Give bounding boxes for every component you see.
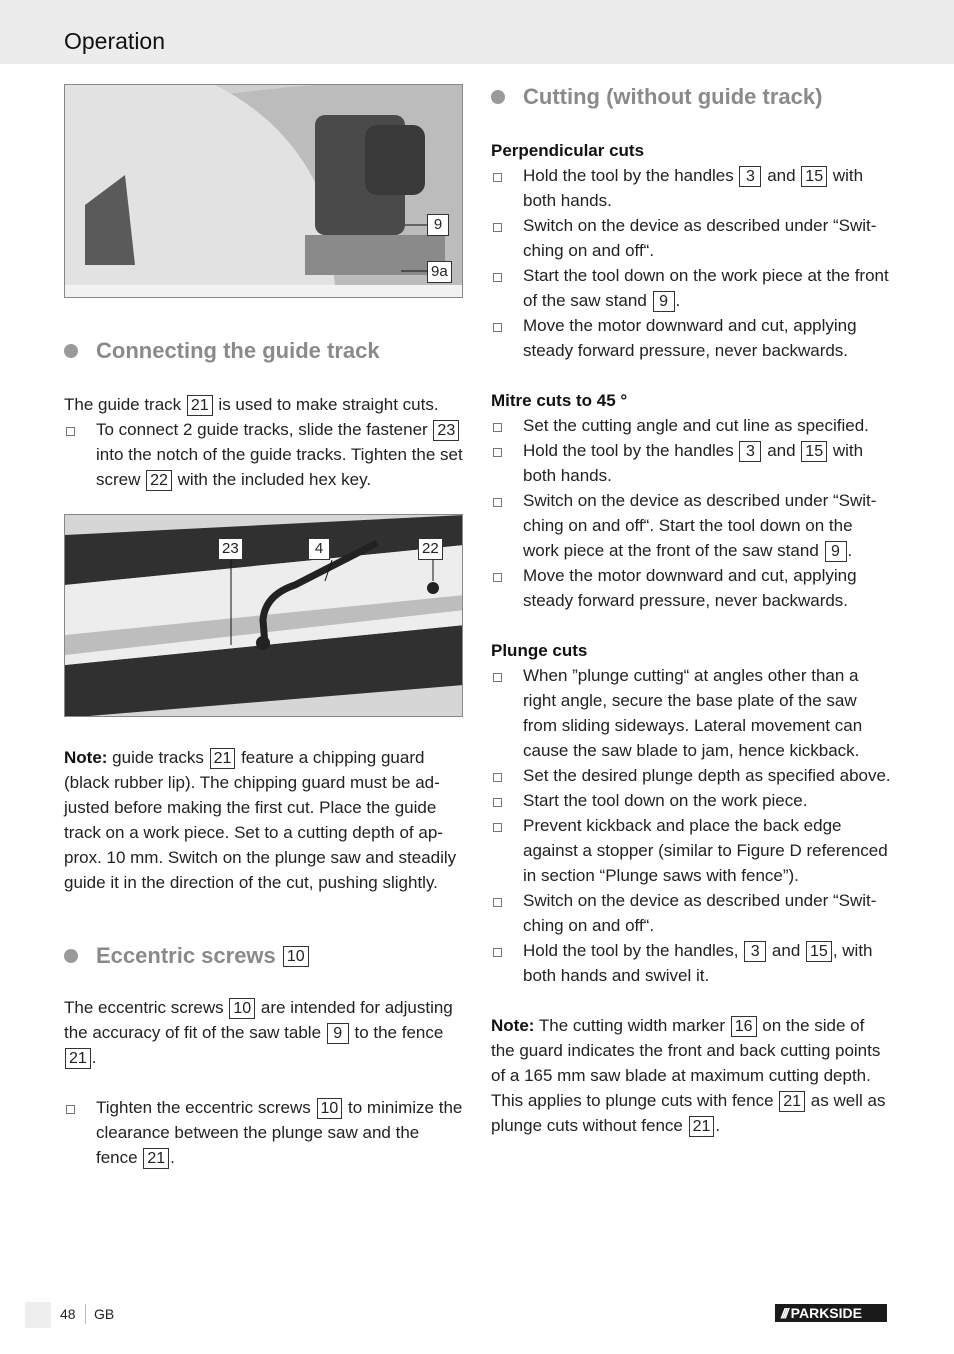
checkbox-bullet-icon bbox=[493, 823, 502, 832]
list-item: Set the cutting angle and cut line as specified. bbox=[491, 413, 891, 438]
cutting-width-note: Note: The cutting width marker 16 on the side of the guard indicates the front and back cutting points of a 165 mm saw blade at maximum cutting depth. This applies to plunge cuts with fence 21 as well as plunge cuts without fence 21 . bbox=[491, 1016, 886, 1135]
list-item: Hold the tool by the handles 3 and 15 with both hands. bbox=[491, 438, 891, 488]
logo-stripes-icon: /// bbox=[781, 1305, 787, 1321]
list-item: Prevent kickback and place the back edge against a stopper (similar to Figure D referenced in section “Plunge saws with fence”). bbox=[491, 813, 891, 888]
callout-9: 9 bbox=[427, 214, 449, 236]
eccentric-screws-heading: Eccentric screws 10 bbox=[64, 943, 464, 969]
right-column bbox=[491, 84, 891, 1138]
perpendicular-cuts-title: Perpendicular cuts bbox=[491, 141, 645, 160]
checkbox-bullet-icon bbox=[66, 427, 75, 436]
guide-track-note: Note: guide tracks 21 feature a chipping guard (black rubber lip). The chipping guard must be ad-justed before making the first cut. Place the guide track on a work piece. Set to a cutting depth of ap-prox. 10 mm. Switch on the plunge saw and steadily guide it in the direction of the cut, pushing slightly. bbox=[64, 748, 457, 892]
footer-marker bbox=[25, 1302, 51, 1328]
ref-box: 15 bbox=[801, 166, 827, 187]
checkbox-bullet-icon bbox=[493, 323, 502, 332]
ref-box: 9 bbox=[327, 1023, 349, 1044]
ref-box: 3 bbox=[739, 166, 761, 187]
list-item: Switch on the device as described under “Swit-ching on and off“. Start the tool down on the work piece at the front of the saw stand 9 . bbox=[491, 488, 891, 563]
list-item: Start the tool down on the work piece at the front of the saw stand 9 . bbox=[491, 263, 891, 313]
ref-box: 15 bbox=[806, 941, 832, 962]
ref-box: 22 bbox=[146, 470, 172, 491]
list-item: Set the desired plunge depth as specified above. bbox=[491, 763, 891, 788]
list-item: Hold the tool by the handles, 3 and 15 , with both hands and swivel it. bbox=[491, 938, 891, 988]
mitre-cuts-title: Mitre cuts to 45 ° bbox=[491, 391, 628, 410]
eccentric-list bbox=[64, 1095, 464, 1170]
callout-9a: 9a bbox=[427, 261, 452, 283]
ref-box: 23 bbox=[433, 420, 459, 441]
checkbox-bullet-icon bbox=[493, 223, 502, 232]
checkbox-bullet-icon bbox=[493, 898, 502, 907]
saw-photo bbox=[64, 84, 463, 298]
callout-4: 4 bbox=[308, 538, 330, 560]
ref-box: 3 bbox=[739, 441, 761, 462]
ref-box: 16 bbox=[731, 1016, 757, 1037]
section-bullet-icon bbox=[64, 949, 78, 963]
list-item: Hold the tool by the handles 3 and 15 with both hands. bbox=[491, 163, 891, 213]
plunge-list bbox=[491, 663, 891, 988]
ref-box: 9 bbox=[825, 541, 847, 562]
ref-box: 10 bbox=[229, 998, 255, 1019]
guide-track-photo bbox=[64, 514, 463, 717]
ref-box: 3 bbox=[744, 941, 766, 962]
list-item: Switch on the device as described under “Swit-ching on and off“. bbox=[491, 213, 891, 263]
footer-divider bbox=[85, 1304, 86, 1324]
ref-box: 9 bbox=[653, 291, 675, 312]
checkbox-bullet-icon bbox=[493, 273, 502, 282]
plunge-cuts-title: Plunge cuts bbox=[491, 641, 588, 660]
page-number: 48 bbox=[60, 1306, 76, 1322]
checkbox-bullet-icon bbox=[493, 448, 502, 457]
section-bullet-icon bbox=[491, 90, 505, 104]
saw-photo-illustration bbox=[65, 85, 463, 298]
left-column bbox=[64, 84, 464, 1170]
list-item: Switch on the device as described under “Swit-ching on and off“. bbox=[491, 888, 891, 938]
list-item: Tighten the eccentric screws 10 to minimize the clearance between the plunge saw and the fence 21 . bbox=[64, 1095, 464, 1170]
callout-23: 23 bbox=[218, 538, 243, 560]
checkbox-bullet-icon bbox=[493, 423, 502, 432]
language-code: GB bbox=[94, 1306, 115, 1322]
ref-box: 15 bbox=[801, 441, 827, 462]
checkbox-bullet-icon bbox=[493, 948, 502, 957]
checkbox-bullet-icon bbox=[493, 173, 502, 182]
section-bullet-icon bbox=[64, 344, 78, 358]
list-item: When ”plunge cutting“ at angles other than a right angle, secure the base plate of the saw from sliding sideways. Lateral movement can cause the saw blade to jam, hence kickback. bbox=[491, 663, 891, 763]
cutting-without-guide-heading: Cutting (without guide track) bbox=[491, 84, 891, 110]
brand-name: PARKSIDE bbox=[790, 1305, 862, 1321]
page-title: Operation bbox=[64, 28, 166, 54]
parkside-logo bbox=[775, 1304, 887, 1322]
ref-box: 21 bbox=[143, 1148, 169, 1169]
ref-box: 21 bbox=[65, 1048, 91, 1069]
ref-box: 21 bbox=[210, 748, 236, 769]
ref-box: 21 bbox=[779, 1091, 805, 1112]
list-item: Move the motor downward and cut, applying steady forward pressure, never backwards. bbox=[491, 313, 891, 363]
connecting-intro: The guide track 21 is used to make straight cuts. bbox=[64, 395, 439, 414]
checkbox-bullet-icon bbox=[493, 798, 502, 807]
list-item: To connect 2 guide tracks, slide the fastener 23 into the notch of the guide tracks. Tighten the set screw 22 with the included hex key. bbox=[64, 417, 464, 492]
ref-box: 21 bbox=[187, 395, 213, 416]
list-item: Start the tool down on the work piece. bbox=[491, 788, 891, 813]
guide-track-illustration bbox=[65, 515, 463, 717]
checkbox-bullet-icon bbox=[493, 673, 502, 682]
ref-box: 10 bbox=[317, 1098, 343, 1119]
ref-box: 10 bbox=[283, 946, 309, 967]
list-item: Move the motor downward and cut, applying steady forward pressure, never backwards. bbox=[491, 563, 891, 613]
checkbox-bullet-icon bbox=[66, 1105, 75, 1114]
connecting-guide-track-heading: Connecting the guide track bbox=[64, 338, 464, 364]
perpendicular-list bbox=[491, 163, 891, 363]
ref-box: 21 bbox=[689, 1116, 715, 1137]
checkbox-bullet-icon bbox=[493, 498, 502, 507]
mitre-list bbox=[491, 413, 891, 613]
checkbox-bullet-icon bbox=[493, 573, 502, 582]
eccentric-intro: The eccentric screws 10 are intended for adjusting the accuracy of fit of the saw table 9 to the fence 21 . bbox=[64, 998, 453, 1067]
connecting-list bbox=[64, 417, 464, 492]
checkbox-bullet-icon bbox=[493, 773, 502, 782]
callout-22: 22 bbox=[418, 538, 443, 560]
